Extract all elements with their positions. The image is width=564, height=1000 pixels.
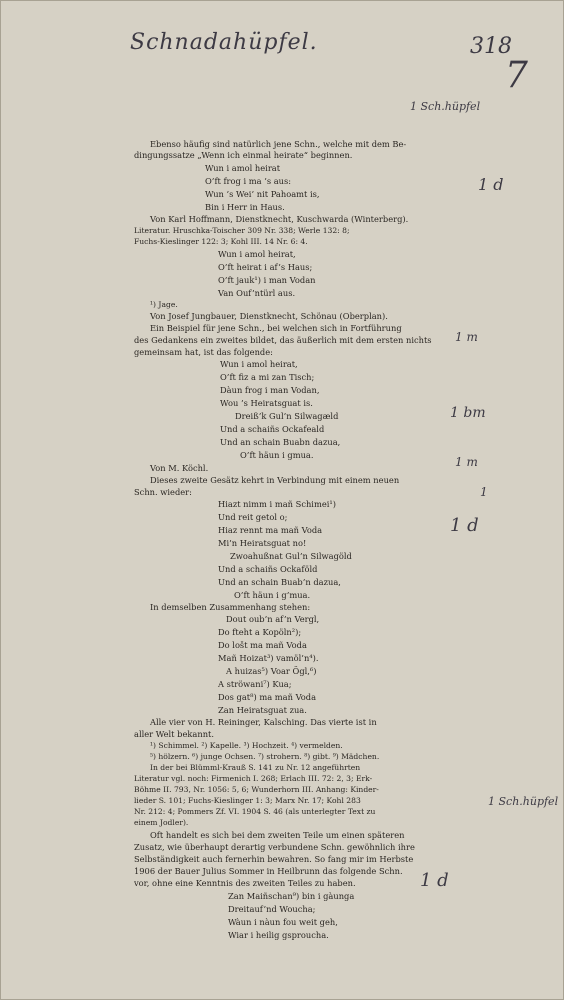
verse-line: Hiaz rennt ma mañ Voda — [218, 525, 323, 535]
verse-line: Hiazt nimm i mañ Schimei¹) — [218, 499, 336, 509]
text-line: Fuchs-Kieslinger 122: 3; Kohl III. 14 Nr. 6: 4. — [134, 237, 308, 246]
verse-line: Zan Heiratsguat zua. — [218, 705, 307, 715]
verse-line: Und a schaiñs Ockafeald — [220, 424, 325, 434]
text-line: 1906 der Bauer Julius Sommer in Heilbrunn das folgende Schn. — [134, 866, 403, 876]
verse-line: O’ft fiz a mi zan Tisch; — [220, 372, 315, 382]
verse-line: Wou ’s Heiratsguat is. — [220, 398, 313, 408]
text-line: Nr. 212: 4; Pommers Zf. VI. 1904 S. 46 (als unterlegter Text zu — [134, 807, 376, 816]
text-line: einem Jodler). — [134, 818, 189, 827]
verse-line: Wun ’s Wei’ nit Pahoamt is, — [205, 189, 320, 199]
text-line: aller Welt bekannt. — [134, 729, 215, 739]
margin-note: 1 d — [478, 175, 504, 194]
text-line: gemeinsam hat, ist das folgende: — [134, 347, 273, 357]
text-line: dingungssatze „Wenn ich einmal heirate“ beginnen. — [134, 150, 353, 160]
text-line: Zusatz, wie überhaupt derartig verbundene Schn. gewöhnlich ihre — [134, 842, 415, 852]
footnote: ¹) Jage. — [150, 300, 178, 309]
text-line: des Gedankens ein zweites bildet, das äußerlich mit dem ersten nichts — [134, 335, 432, 345]
verse-line: O’ft jauk¹) i man Vodan — [218, 275, 316, 285]
verse-line: Mañ Hoizat³) vamöl’n⁴). — [218, 653, 319, 663]
text-line: Alle vier von H. Reininger, Kalsching. Das vierte ist in — [150, 717, 377, 727]
text-line: Literatur vgl. noch: Firmenich I. 268; Erlach III. 72: 2, 3; Erk- — [134, 774, 373, 783]
text-line: In der bei Blümml-Krauß S. 141 zu Nr. 12 angeführten — [150, 763, 361, 772]
margin-note: 1 bm — [450, 405, 486, 421]
text-line: Von Karl Hoffmann, Dienstknecht, Kuschwarda (Winterberg). — [150, 214, 409, 224]
text-line: vor, ohne eine Kenntnis des zweiten Teiles zu haben. — [134, 878, 356, 888]
verse-line: O’ft häun i g’mua. — [234, 590, 311, 600]
margin-note: 1 m — [455, 330, 478, 344]
verse-line: Dreiß’k Gul’n Silwagæld — [235, 411, 339, 421]
verse-line: Und reit getol o; — [218, 512, 288, 522]
text-line: Selbständigkeit auch fernerhin bewahren. So fang mir im Herbste — [134, 854, 414, 864]
verse-line: Wun i amol heirat, — [220, 359, 298, 369]
verse-line: Mi’n Heiratsguat no! — [218, 538, 307, 548]
margin-note: 1 Sch.hüpfel — [488, 795, 559, 808]
verse-line: O’ft frog i ma ’s aus: — [205, 176, 292, 186]
text-line: Von Josef Jungbauer, Dienstknecht, Schönau (Oberplan). — [150, 311, 388, 321]
margin-note: 1 m — [455, 455, 478, 469]
verse-line: Do lošt ma mañ Voda — [218, 640, 307, 650]
text-line: Von M. Köchl. — [150, 463, 209, 473]
verse-line: Wun i amol heirat, — [218, 249, 296, 259]
verse-line: Und a schaiñs Ockaföld — [218, 564, 318, 574]
text-line: In demselben Zusammenhang stehen: — [150, 602, 311, 612]
text-line: Schn. wieder: — [134, 487, 192, 497]
text-line: lieder S. 101; Fuchs-Kieslinger 1: 3; Marx Nr. 17; Kohl 283 — [134, 796, 361, 805]
margin-note: 1 d — [450, 515, 479, 536]
text-line: Ebenso häufig sind natürlich jene Schn., welche mit dem Be- — [150, 139, 407, 149]
verse-line: Dout oub’n af’n Vergl, — [226, 614, 320, 624]
text-line: Dieses zweite Gesätz kehrt in Verbindung mit einem neuen — [150, 475, 400, 485]
handwritten-number: 318 — [470, 34, 512, 59]
verse-line: Do fteht a Kopöln²); — [218, 627, 302, 637]
verse-line: Bin i Herr in Haus. — [205, 202, 285, 212]
verse-line: Zwoahußnat Gul’n Silwagöld — [230, 551, 352, 561]
margin-note: 1 Sch.hüpfel — [410, 100, 481, 113]
verse-line: Und an schain Buab’n dazua, — [218, 577, 341, 587]
verse-line: Dos gat⁸) ma mañ Voda — [218, 692, 317, 702]
verse-line: Dreitauf’nd Woucha; — [228, 904, 316, 914]
verse-line: Wiar i heilig gsproucha. — [228, 930, 329, 940]
verse-line: A ströwani⁷) Kua; — [218, 679, 292, 689]
verse-line: Wàun i nàun fou weit geh, — [228, 917, 338, 927]
verse-line: Dàun frog i man Vodan, — [220, 385, 320, 395]
verse-line: Van Ouf’ntürl aus. — [218, 288, 296, 298]
text-line: Oft handelt es sich bei dem zweiten Teile um einen späteren — [150, 830, 405, 840]
footnote: ¹) Schimmel. ²) Kapelle. ³) Hochzeit. ⁴) vermelden. — [150, 741, 343, 750]
text-line: Ein Beispiel für jene Schn., bei welchen sich in Fortführung — [150, 323, 402, 333]
verse-line: Wun i amol heirat — [205, 163, 281, 173]
text-line: Böhme II. 793, Nr. 1056: 5, 6; Wunderhorn III. Anhang: Kinder- — [134, 785, 379, 794]
margin-note: 1 d — [420, 870, 449, 891]
verse-line: O’ft heirat i af’s Haus; — [218, 262, 313, 272]
margin-note: 1 — [480, 485, 488, 499]
verse-line: Zan Maiñschan⁹) bin i gàunga — [228, 891, 355, 901]
text-line: Literatur. Hruschka-Toischer 309 Nr. 338; Werle 132: 8; — [134, 226, 350, 235]
verse-line: O’ft häun i gmua. — [240, 450, 314, 460]
handwritten-title: Schnadahüpfel. — [130, 30, 318, 55]
footnote: ⁵) hölzern. ⁶) junge Ochsen. ⁷) strohern. ⁸) gibt. ⁹) Mädchen. — [150, 752, 380, 761]
verse-line: A huizas⁵) Voar Ögl,⁶) — [226, 666, 317, 676]
verse-line: Und an schain Buabn dazua, — [220, 437, 341, 447]
handwritten-page-mark: 7 — [505, 55, 528, 96]
